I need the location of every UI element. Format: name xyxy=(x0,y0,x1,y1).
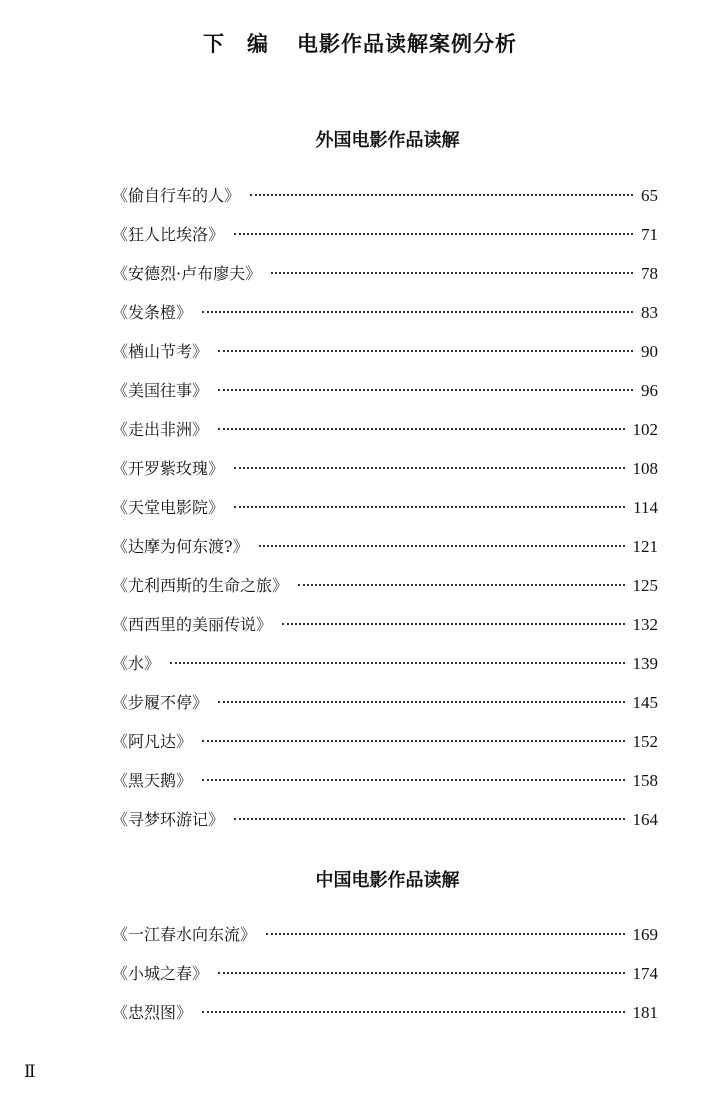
section-title-chinese: 中国电影作品读解 xyxy=(315,870,460,891)
dot-leader xyxy=(266,932,624,935)
toc-entry[interactable] xyxy=(112,488,658,527)
toc-entry[interactable] xyxy=(112,449,658,488)
toc-entry-page: 108 xyxy=(632,459,658,478)
toc-entry-title: 《狂人比埃洛》 xyxy=(112,225,225,244)
toc-entry-title: 《安德烈·卢布廖夫》 xyxy=(112,264,262,283)
toc-entry[interactable] xyxy=(112,954,658,993)
toc-entry-page: 102 xyxy=(632,420,658,439)
toc-entry-title: 《一江春水向东流》 xyxy=(112,925,257,944)
toc-entry[interactable] xyxy=(112,254,658,293)
part-label: 下 xyxy=(203,32,225,56)
toc-entry[interactable] xyxy=(112,371,658,410)
dot-leader xyxy=(234,232,633,235)
toc-entry-title: 《开罗紫玫瑰》 xyxy=(112,459,225,478)
toc-entry-page: 121 xyxy=(632,537,658,556)
dot-leader xyxy=(234,466,624,469)
toc-entry-page: 158 xyxy=(632,771,658,790)
toc-entry-title: 《水》 xyxy=(112,654,161,673)
toc-entry[interactable] xyxy=(112,644,658,683)
toc-entry-page: 169 xyxy=(632,925,658,944)
toc-entry-page: 114 xyxy=(633,498,658,517)
toc-entry[interactable] xyxy=(112,410,658,449)
dot-leader xyxy=(250,193,633,196)
toc-entry-title: 《小城之春》 xyxy=(112,964,209,983)
toc-entry-page: 132 xyxy=(632,615,658,634)
toc-entry[interactable] xyxy=(112,761,658,800)
toc-entry-title: 《走出非洲》 xyxy=(112,420,209,439)
dot-leader xyxy=(259,544,625,547)
toc-entry-title: 《步履不停》 xyxy=(112,693,209,712)
part-title-text: 电影作品读解案例分析 xyxy=(297,32,517,56)
dot-leader xyxy=(218,388,633,391)
dot-leader xyxy=(234,817,624,820)
page-number: Ⅱ xyxy=(24,1062,36,1081)
toc-entry[interactable] xyxy=(112,566,658,605)
toc-entry[interactable] xyxy=(112,722,658,761)
toc-entry-page: 174 xyxy=(632,964,658,983)
part-title xyxy=(0,28,720,58)
toc-entry-page: 96 xyxy=(641,381,658,400)
toc-entry-page: 152 xyxy=(632,732,658,751)
dot-leader xyxy=(170,661,624,664)
toc-entry-page: 164 xyxy=(632,810,658,829)
toc-entry-title: 《天堂电影院》 xyxy=(112,498,225,517)
toc-entry-page: 90 xyxy=(641,342,658,361)
toc-entry-page: 139 xyxy=(632,654,658,673)
toc-entry-title: 《偷自行车的人》 xyxy=(112,186,241,205)
toc-entry[interactable] xyxy=(112,293,658,332)
toc-entry-page: 78 xyxy=(641,264,658,283)
part-label-2: 编 xyxy=(247,32,269,56)
dot-leader xyxy=(218,427,624,430)
toc-entry-title: 《达摩为何东渡?》 xyxy=(112,537,249,556)
toc-entry-title: 《西西里的美丽传说》 xyxy=(112,615,273,634)
toc-entry[interactable] xyxy=(112,527,658,566)
dot-leader xyxy=(202,1010,624,1013)
toc-entry[interactable] xyxy=(112,683,658,722)
dot-leader xyxy=(271,271,633,274)
toc-entry-title: 《忠烈图》 xyxy=(112,1003,193,1022)
toc-entry-title: 《寻梦环游记》 xyxy=(112,810,225,829)
section-title-foreign: 外国电影作品读解 xyxy=(315,130,460,151)
toc-entry[interactable] xyxy=(112,176,658,215)
toc-list-foreign xyxy=(112,176,658,839)
dot-leader xyxy=(234,505,625,508)
dot-leader xyxy=(218,971,624,974)
dot-leader xyxy=(202,778,624,781)
toc-entry[interactable] xyxy=(112,993,658,1032)
toc-entry-page: 71 xyxy=(641,225,658,244)
toc-entry-page: 125 xyxy=(632,576,658,595)
toc-entry-title: 《美国往事》 xyxy=(112,381,209,400)
toc-entry[interactable] xyxy=(112,215,658,254)
toc-entry[interactable] xyxy=(112,915,658,954)
toc-list-chinese xyxy=(112,915,658,1032)
dot-leader xyxy=(282,622,624,625)
dot-leader xyxy=(298,583,624,586)
toc-entry-title: 《楢山节考》 xyxy=(112,342,209,361)
toc-entry-title: 《黑天鹅》 xyxy=(112,771,193,790)
toc-entry-page: 181 xyxy=(632,1003,658,1022)
toc-entry[interactable] xyxy=(112,800,658,839)
dot-leader xyxy=(218,700,624,703)
toc-entry-title: 《阿凡达》 xyxy=(112,732,193,751)
toc-entry-page: 65 xyxy=(641,186,658,205)
dot-leader xyxy=(202,739,624,742)
toc-entry-title: 《发条橙》 xyxy=(112,303,193,322)
toc-entry-page: 145 xyxy=(632,693,658,712)
toc-entry-page: 83 xyxy=(641,303,658,322)
toc-entry[interactable] xyxy=(112,605,658,644)
dot-leader xyxy=(218,349,633,352)
dot-leader xyxy=(202,310,633,313)
toc-entry[interactable] xyxy=(112,332,658,371)
toc-entry-title: 《尤利西斯的生命之旅》 xyxy=(112,576,289,595)
